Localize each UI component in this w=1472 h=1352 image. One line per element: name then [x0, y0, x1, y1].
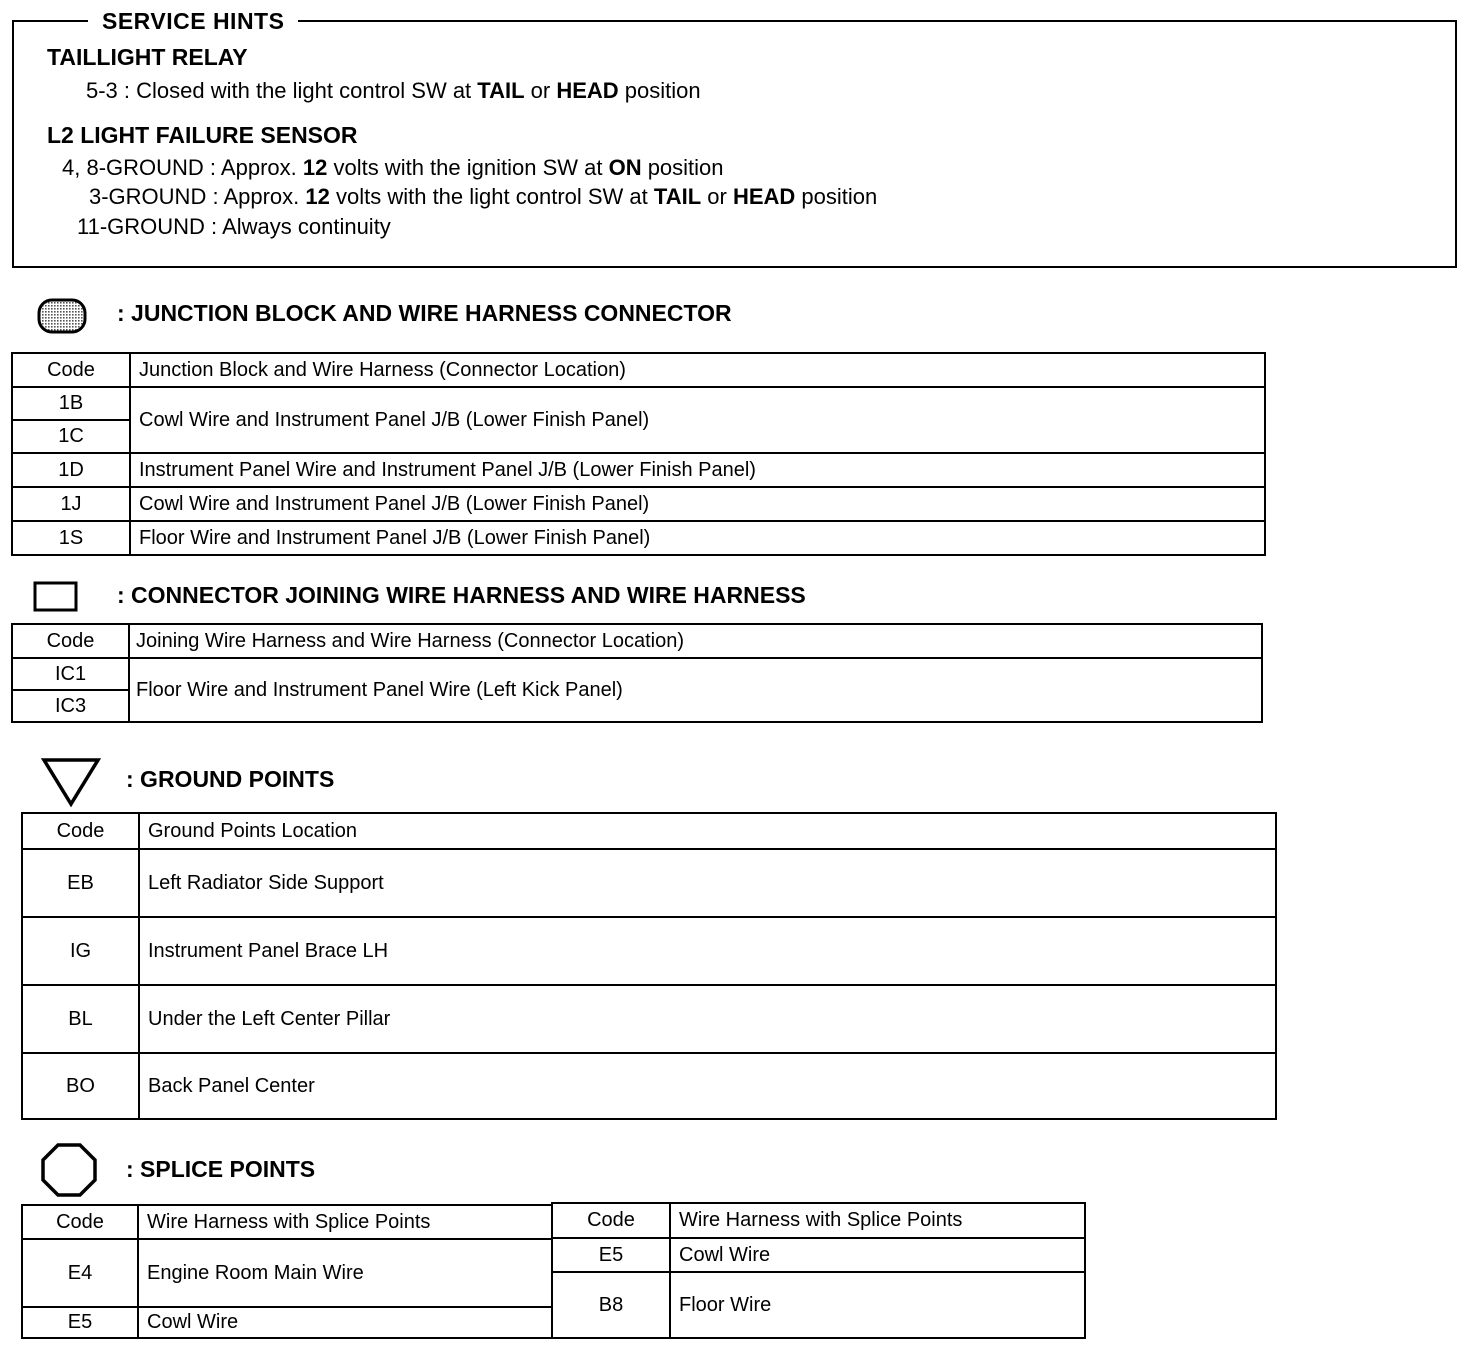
table-row	[22, 849, 1276, 917]
splice-table-left	[21, 1204, 553, 1339]
header-code: Code	[22, 1205, 138, 1239]
code-cell: BO	[22, 1053, 139, 1119]
table-row	[12, 487, 1265, 521]
taillight-relay-hint	[86, 78, 701, 104]
hint-bold: TAIL	[477, 78, 525, 103]
code-cell: EB	[22, 849, 139, 917]
hint-text: 4, 8-GROUND : Approx.	[62, 155, 303, 180]
hint-text: 5-3 : Closed with the light control SW at	[86, 78, 478, 103]
code-cell: E5	[552, 1238, 670, 1272]
hint-text: 3-GROUND : Approx.	[89, 184, 306, 209]
harness-cell: Engine Room Main Wire	[138, 1239, 552, 1307]
hint-text: volts with the ignition SW at	[327, 155, 609, 180]
hint-text: position	[795, 184, 878, 209]
table-row	[22, 985, 1276, 1053]
location-cell: Instrument Panel Wire and Instrument Panel J/B (Lower Finish Panel)	[130, 453, 1265, 487]
hint-bold: HEAD	[556, 78, 619, 103]
table-row	[22, 1307, 552, 1338]
header-code: Code	[12, 624, 129, 658]
splice-octagon-icon	[40, 1142, 98, 1198]
table-header-row	[22, 813, 1276, 849]
header-code: Code	[22, 813, 139, 849]
header-location: Joining Wire Harness and Wire Harness (Connector Location)	[129, 624, 1262, 658]
ground-table	[21, 812, 1277, 1120]
splice-table-right	[551, 1202, 1086, 1339]
hint-text: position	[618, 78, 701, 103]
taillight-relay-title: TAILLIGHT RELAY	[47, 44, 248, 70]
header-location: Junction Block and Wire Harness (Connector Location)	[130, 353, 1265, 387]
table-header-row	[12, 353, 1265, 387]
header-code: Code	[552, 1203, 670, 1238]
location-cell: Left Radiator Side Support	[139, 849, 1276, 917]
table-row	[22, 1053, 1276, 1119]
table-row	[552, 1272, 1085, 1338]
location-cell: Under the Left Center Pillar	[139, 985, 1276, 1053]
code-cell: 1B	[12, 387, 130, 420]
header-code: Code	[12, 353, 130, 387]
hint-bold: 12	[302, 155, 328, 180]
harness-cell: Floor Wire	[670, 1272, 1085, 1338]
code-cell: BL	[22, 985, 139, 1053]
code-cell: IG	[22, 917, 139, 985]
junction-table	[11, 352, 1266, 556]
light-failure-sensor-title: L2 LIGHT FAILURE SENSOR	[47, 122, 358, 148]
table-row	[22, 917, 1276, 985]
light-failure-hint-2	[89, 184, 877, 210]
code-cell: B8	[552, 1272, 670, 1338]
location-cell: Instrument Panel Brace LH	[139, 917, 1276, 985]
code-cell: IC3	[12, 690, 129, 722]
table-row	[22, 1239, 552, 1307]
hint-text: position	[641, 155, 724, 180]
harness-cell: Cowl Wire	[138, 1307, 552, 1338]
code-cell: 1C	[12, 420, 130, 453]
code-cell: 1J	[12, 487, 130, 521]
hint-bold: ON	[608, 155, 642, 180]
hint-text: or	[701, 184, 733, 209]
light-failure-hint-3: 11-GROUND : Always continuity	[77, 214, 391, 239]
ground-section-title: : GROUND POINTS	[126, 766, 335, 792]
location-cell: Cowl Wire and Instrument Panel J/B (Lower Finish Panel)	[130, 487, 1265, 521]
header-location: Ground Points Location	[139, 813, 1276, 849]
connector-table	[11, 623, 1263, 723]
table-row	[12, 521, 1265, 555]
code-cell: 1S	[12, 521, 130, 555]
hint-text: or	[524, 78, 557, 103]
code-cell: 1D	[12, 453, 130, 487]
connector-section-title: : CONNECTOR JOINING WIRE HARNESS AND WIRE HARNESS	[117, 582, 806, 608]
ground-triangle-icon	[40, 756, 102, 808]
location-cell: Cowl Wire and Instrument Panel J/B (Lower Finish Panel)	[130, 387, 1265, 453]
location-cell: Floor Wire and Instrument Panel Wire (Left Kick Panel)	[129, 658, 1262, 722]
table-row	[12, 387, 1265, 420]
location-cell: Floor Wire and Instrument Panel J/B (Lower Finish Panel)	[130, 521, 1265, 555]
hint-text: volts with the light control SW at	[329, 184, 654, 209]
table-row	[12, 658, 1262, 690]
code-cell: E5	[22, 1307, 138, 1338]
location-cell: Back Panel Center	[139, 1053, 1276, 1119]
junction-section-title: : JUNCTION BLOCK AND WIRE HARNESS CONNECTOR	[117, 300, 732, 326]
service-hints-legend: SERVICE HINTS	[88, 8, 298, 35]
light-failure-hint-1	[62, 155, 724, 181]
hint-bold: TAIL	[653, 184, 702, 209]
hint-bold: HEAD	[732, 184, 796, 209]
header-harness: Wire Harness with Splice Points	[670, 1203, 1085, 1238]
header-harness: Wire Harness with Splice Points	[138, 1205, 552, 1239]
harness-cell: Cowl Wire	[670, 1238, 1085, 1272]
splice-section-title: : SPLICE POINTS	[126, 1156, 316, 1182]
table-header-row	[552, 1203, 1085, 1238]
table-row	[552, 1238, 1085, 1272]
code-cell: E4	[22, 1239, 138, 1307]
junction-block-icon	[36, 296, 88, 336]
table-row	[12, 453, 1265, 487]
connector-icon	[32, 580, 80, 614]
hint-bold: 12	[305, 184, 330, 209]
table-header-row	[22, 1205, 552, 1239]
code-cell: IC1	[12, 658, 129, 690]
table-header-row	[12, 624, 1262, 658]
